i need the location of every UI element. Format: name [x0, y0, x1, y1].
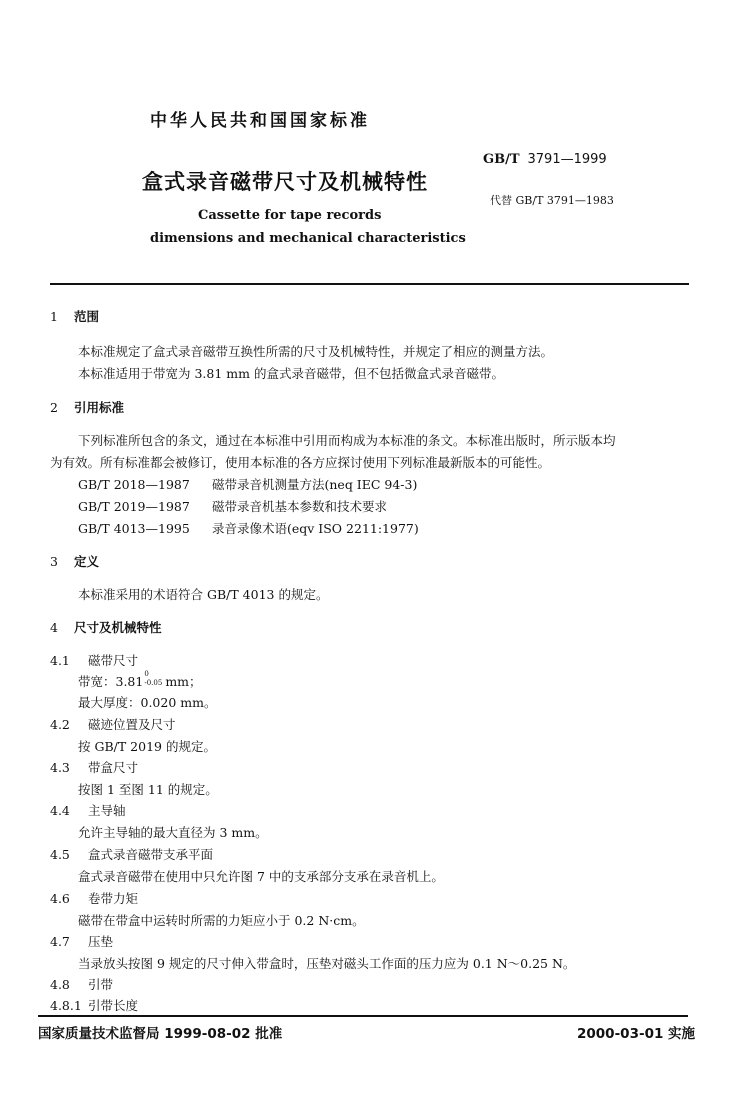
section-number: 2 — [50, 400, 58, 415]
tape-width-label: 带宽：3.81 — [78, 674, 144, 689]
reference-title: 磁带录音机基本参数和技术要求 — [212, 499, 388, 514]
subsection-title: 磁迹位置及尺寸 — [88, 717, 176, 732]
paragraph: 为有效。所有标准都会被修订，使用本标准的各方应探讨使用下列标准最新版本的可能性。 — [50, 455, 551, 470]
subsection-4-8-1-heading — [50, 996, 138, 1014]
section-title: 定义 — [74, 554, 100, 569]
section-number: 3 — [50, 554, 58, 569]
subsection-4-4-heading — [50, 801, 126, 819]
reference-item — [78, 475, 417, 493]
section-title: 范围 — [74, 309, 100, 324]
paragraph: 本标准规定了盒式录音磁带互换性所需的尺寸及机械特性，并规定了相应的测量方法。 — [78, 344, 554, 359]
reference-code: GB/T 2019—1987 — [78, 499, 190, 514]
reference-code: GB/T 2018—1987 — [78, 477, 190, 492]
subsection-number: 4.8 — [50, 977, 70, 992]
subsection-number: 4.2 — [50, 717, 70, 732]
paragraph: 允许主导轴的最大直径为 3 mm。 — [78, 825, 268, 840]
paragraph: 本标准适用于带宽为 3.81 mm 的盒式录音磁带，但不包括微盒式录音磁带。 — [78, 366, 504, 381]
subsection-number: 4.8.1 — [50, 998, 82, 1013]
tape-width-unit: mm； — [161, 674, 202, 689]
subsection-title: 引带 — [88, 977, 114, 992]
subsection-number: 4.7 — [50, 934, 70, 949]
subsection-4-6-heading — [50, 889, 138, 907]
reference-item — [78, 519, 419, 537]
national-standard-heading: 中华人民共和国国家标准 — [150, 111, 370, 131]
tape-width — [78, 672, 202, 690]
footer-divider — [38, 1015, 688, 1017]
reference-title: 录音录像术语(eqv ISO 2211:1977) — [212, 521, 419, 536]
subsection-number: 4.1 — [50, 653, 70, 668]
tolerance-upper: 0 — [144, 670, 149, 678]
header-divider — [50, 283, 689, 285]
subsection-title: 主导轴 — [88, 803, 126, 818]
approval-note: 国家质量技术监督局 1999-08-02 批准 — [38, 1026, 283, 1042]
section-title: 引用标准 — [74, 400, 125, 415]
subsection-number: 4.5 — [50, 847, 70, 862]
subsection-4-7-heading — [50, 932, 113, 950]
reference-item — [78, 497, 387, 515]
section-4-heading — [50, 618, 162, 636]
section-2-heading — [50, 398, 124, 416]
max-thickness: 最大厚度：0.020 mm。 — [78, 695, 217, 710]
subsection-number: 4.6 — [50, 891, 70, 906]
subsection-4-2-heading — [50, 715, 176, 733]
subsection-4-5-heading — [50, 845, 213, 863]
paragraph: 按图 1 至图 11 的规定。 — [78, 782, 218, 797]
section-title: 尺寸及机械特性 — [74, 620, 162, 635]
document-title-en-line2: dimensions and mechanical characteristics — [150, 231, 466, 246]
section-number: 4 — [50, 620, 58, 635]
paragraph: 盒式录音磁带在使用中只允许图 7 中的支承部分支承在录音机上。 — [78, 869, 444, 884]
standard-number — [483, 152, 607, 167]
subsection-title: 磁带尺寸 — [88, 653, 139, 668]
subsection-number: 4.4 — [50, 803, 70, 818]
subsection-4-3-heading — [50, 758, 138, 776]
subsection-title: 带盒尺寸 — [88, 760, 139, 775]
subsection-number: 4.3 — [50, 760, 70, 775]
document-title-cn: 盒式录音磁带尺寸及机械特性 — [142, 170, 428, 194]
subsection-title: 盒式录音磁带支承平面 — [88, 847, 214, 862]
subsection-title: 卷带力矩 — [88, 891, 139, 906]
paragraph: 本标准采用的术语符合 GB/T 4013 的规定。 — [78, 587, 329, 602]
reference-title: 磁带录音机测量方法(neq IEC 94-3) — [212, 477, 418, 492]
subsection-4-8-heading — [50, 975, 113, 993]
tolerance — [143, 670, 163, 687]
section-3-heading — [50, 552, 99, 570]
subsection-title: 引带长度 — [88, 998, 139, 1013]
paragraph: 磁带在带盒中运转时所需的力矩应小于 0.2 N·cm。 — [78, 913, 365, 928]
section-number: 1 — [50, 309, 58, 324]
section-1-heading — [50, 307, 99, 325]
paragraph: 下列标准所包含的条文，通过在本标准中引用而构成为本标准的条文。本标准出版时，所示版本均 — [78, 433, 616, 448]
subsection-title: 压垫 — [88, 934, 114, 949]
document-title-en-line1: Cassette for tape records — [198, 208, 382, 223]
paragraph: 当录放头按图 9 规定的尺寸伸入带盒时，压垫对磁头工作面的压力应为 0.1 N～0.25 N。 — [78, 956, 576, 971]
tolerance-lower: -0.05 — [144, 679, 163, 687]
subsection-4-1-heading — [50, 651, 138, 669]
replaces-note: 代替 GB/T 3791—1983 — [490, 194, 614, 207]
standard-number-value: 3791—1999 — [527, 152, 607, 167]
paragraph: 按 GB/T 2019 的规定。 — [78, 739, 216, 754]
reference-code: GB/T 4013—1995 — [78, 521, 190, 536]
standard-number-prefix: GB/T — [483, 152, 520, 167]
implementation-date: 2000-03-01 实施 — [577, 1026, 696, 1042]
